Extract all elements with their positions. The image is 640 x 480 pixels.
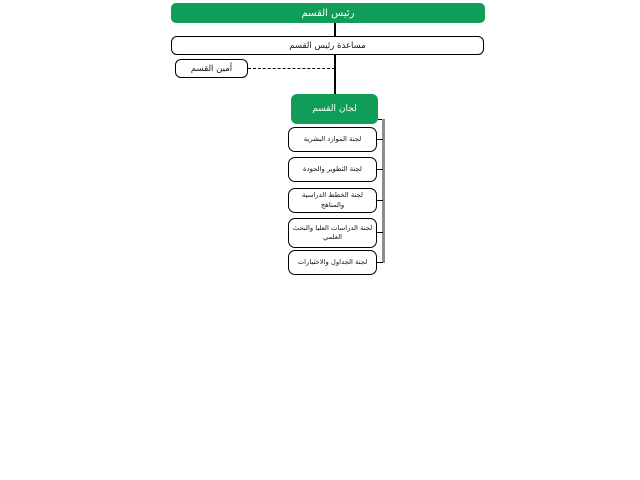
head-assistant-label: مساعدة رئيس القسم: [289, 40, 366, 51]
committee-label: لجنة الخطط الدراسية والمناهج: [302, 191, 363, 209]
connector-stub-committee-1: [377, 139, 383, 140]
node-committee-graduate-studies-research: [288, 218, 377, 248]
committee-label: لجنة التطوير والجودة: [303, 164, 362, 173]
committees-header-label: لجان القسم: [312, 104, 357, 114]
node-head-assistant: [171, 36, 484, 55]
connector-stub-committee-4: [377, 232, 383, 233]
connector-assistant-committees: [334, 55, 336, 94]
connector-rail: [382, 119, 385, 263]
connector-stub-committee-3: [377, 200, 383, 201]
connector-secretary-dashed: [248, 68, 335, 69]
committee-label: لجنة الموارد البشرية: [303, 134, 362, 143]
node-department-head: [171, 3, 485, 23]
department-head-label: رئيس القسم: [301, 7, 355, 19]
node-committees-header: [291, 94, 378, 124]
connector-head-assistant: [334, 23, 336, 36]
committee-label: لجنة الدراسات العليا والبحث العلمي: [292, 223, 373, 241]
node-committee-development-quality: [288, 157, 377, 182]
node-committee-schedules-exams: [288, 250, 377, 275]
connector-stub-committee-5: [377, 262, 383, 263]
connector-stub-committee-2: [377, 169, 383, 170]
node-committee-human-resources: [288, 127, 377, 152]
node-department-secretary: [175, 59, 248, 78]
committee-label: لجنة الجداول والاختبارات: [297, 257, 368, 266]
department-secretary-label: أمين القسم: [190, 63, 233, 74]
node-committee-study-plans-curricula: [288, 188, 377, 213]
